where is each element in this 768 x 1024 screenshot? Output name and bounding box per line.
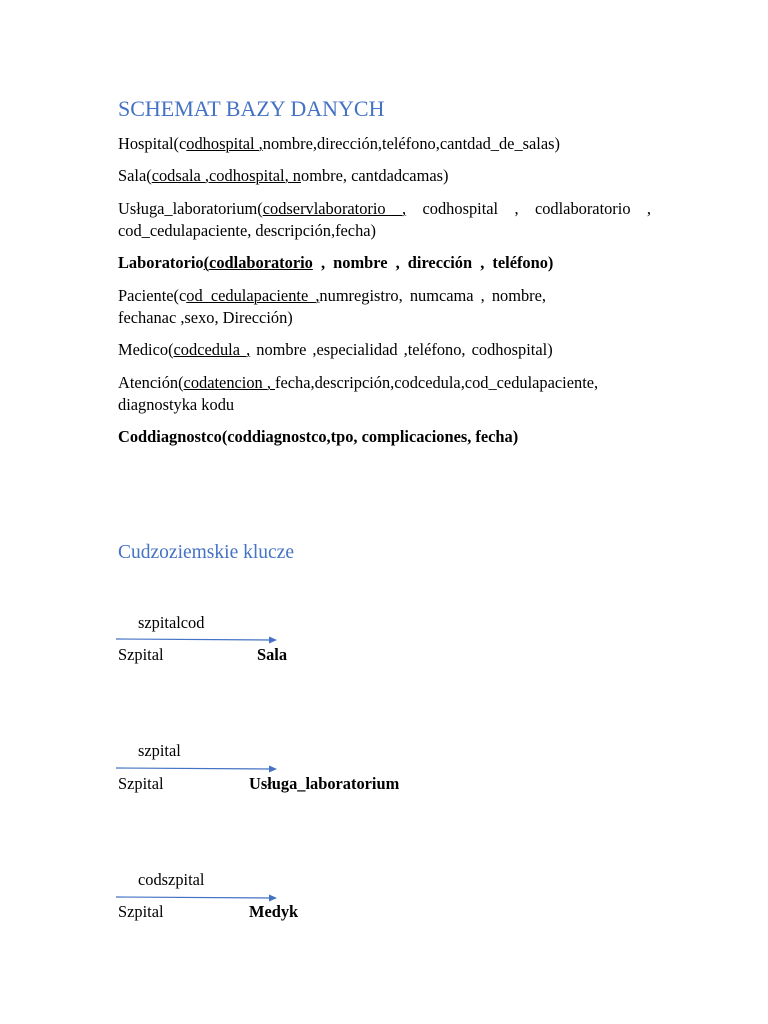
primary-key: odhospital , xyxy=(186,134,263,153)
table-columns: nombre ,especialidad ,teléfono, codhospital) xyxy=(250,340,553,359)
table-sala xyxy=(118,165,448,187)
primary-key: codcedula , xyxy=(173,340,251,359)
foreign-key-label: codszpital xyxy=(138,870,205,889)
primary-key: codsala ,codhospital, n xyxy=(151,166,301,185)
table-medico xyxy=(118,339,553,361)
foreign-key-target: Sala xyxy=(257,645,288,664)
table-coddiagnostco: Coddiagnostco(coddiagnostco,tpo, complicaciones, fecha) xyxy=(118,427,519,446)
table-columns: codhospital , codlaboratorio , xyxy=(406,199,652,218)
foreign-key-label: szpitalcod xyxy=(138,613,205,632)
table-columns: numregistro, numcama , nombre, xyxy=(319,286,546,305)
table-atencion-continued: diagnostyka kodu xyxy=(118,395,235,414)
table-usluga-laboratorium xyxy=(118,198,651,220)
table-columns: , nombre , dirección , teléfono) xyxy=(312,253,554,272)
table-prefix: Sala( xyxy=(118,166,152,185)
table-prefix: Usługa_laboratorium( xyxy=(118,199,263,218)
table-paciente xyxy=(118,285,546,307)
table-prefix: Medico( xyxy=(118,340,174,359)
foreign-key-source: Szpital xyxy=(118,902,164,921)
table-columns: nombre,dirección,teléfono,cantdad_de_salas) xyxy=(262,134,560,153)
primary-key: od_cedulapaciente , xyxy=(186,286,320,305)
foreign-key-source: Szpital xyxy=(118,774,164,793)
primary-key: codatencion , xyxy=(183,373,276,392)
table-columns: fecha,descripción,codcedula,cod_cedulapaciente, xyxy=(275,373,599,392)
foreign-key-target: Medyk xyxy=(249,902,299,921)
table-laboratorio xyxy=(118,252,553,274)
document-title: SCHEMAT BAZY DANYCH xyxy=(118,96,385,121)
table-prefix: Laboratorio xyxy=(118,253,204,272)
primary-key: codservlaboratorio , xyxy=(262,199,407,218)
primary-key: (codlaboratorio xyxy=(203,253,313,272)
table-usluga-laboratorium-continued: cod_cedulapaciente, descripción,fecha) xyxy=(118,221,377,240)
table-hospital xyxy=(118,133,560,155)
table-prefix: Hospital(c xyxy=(118,134,187,153)
table-paciente-continued: fechanac ,sexo, Dirección) xyxy=(118,308,293,327)
foreign-key-source: Szpital xyxy=(118,645,164,664)
table-atencion xyxy=(118,372,598,394)
foreign-key-label: szpital xyxy=(138,741,181,760)
table-prefix: Paciente(c xyxy=(118,286,187,305)
table-columns: ombre, cantdadcamas) xyxy=(301,166,449,185)
section-heading: Cudzoziemskie klucze xyxy=(118,542,294,563)
table-prefix: Atención( xyxy=(118,373,184,392)
foreign-key-target: Usługa_laboratorium xyxy=(249,774,400,793)
